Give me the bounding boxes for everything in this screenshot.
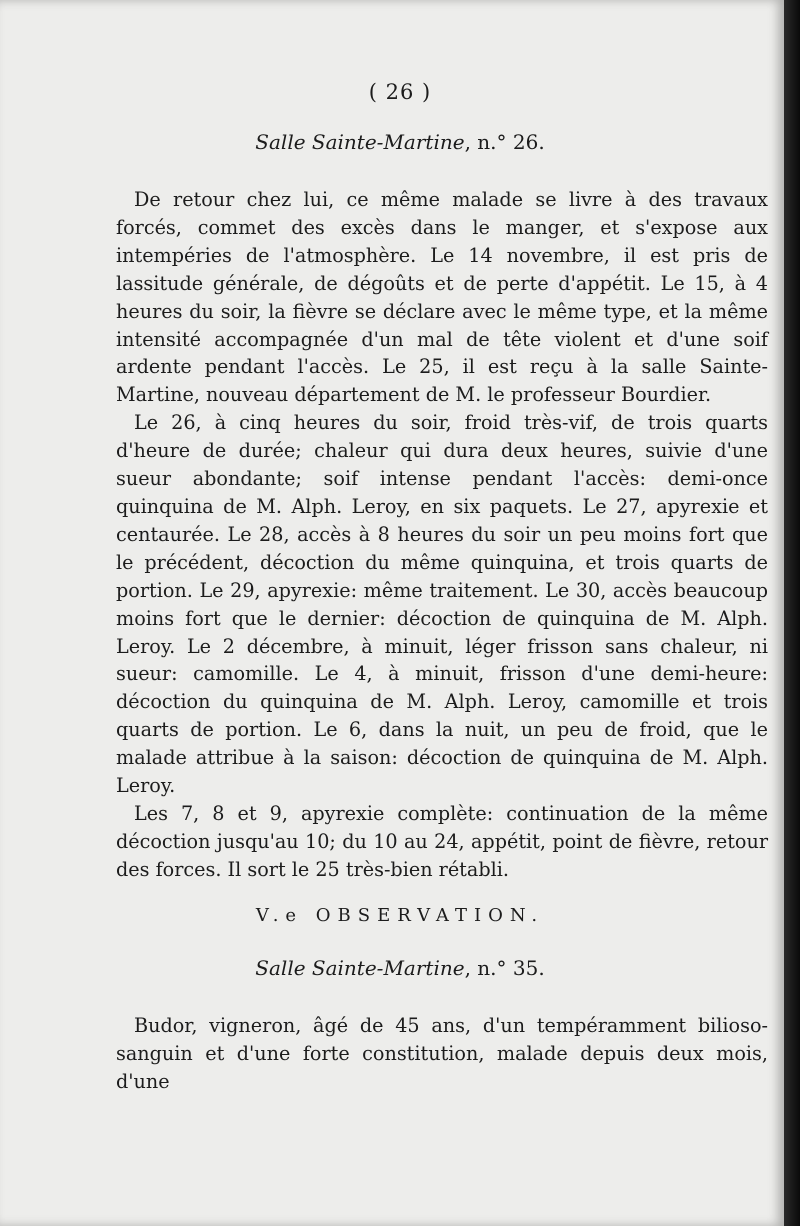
paragraph: Budor, vigneron, âgé de 45 ans, d'un tempéramment bilioso-sanguin et d'une forte constitution, malade depuis deux mois, d'une: [116, 1014, 768, 1093]
paragraph: Le 26, à cinq heures du soir, froid très-vif, de trois quarts d'heure de durée; chaleur qui dura deux heures, suivie d'une sueur abondante; soif intense pendant l'accès: demi-once quinquina de M. Alph. Leroy, en six paquets. Le 27, apyrexie et centaurée. Le 28, accès à 8 heures du soir un peu moins fort que le précédent, décoction du même quinquina, et trois quarts de portion. Le 29, apyrexie: même traitement. Le 30, accès beaucoup moins fort que le dernier: décoction de quinquina de M. Alph. Leroy. Le 2 décembre, à minuit, léger frisson sans chaleur, ni sueur: camomille. Le 4, à minuit, frisson d'une demi-heure: décoction du quinquina de M. Alph. Leroy, camomille et trois quarts de portion. Le 6, dans la nuit, un peu de froid, que le malade attribue à la saison: décoction de quinquina de M. Alph. Leroy.: [116, 411, 768, 798]
body-text-2: [116, 1012, 768, 1096]
section-title: [0, 130, 800, 154]
section-title-name: Salle Sainte-Martine: [255, 130, 465, 154]
body-text: [116, 186, 768, 884]
observation-heading: V.e OBSERVATION.: [255, 905, 545, 926]
paragraph: De retour chez lui, ce même malade se livre à des travaux forcés, commet des excès dans le manger, et s'expose aux intempéries de l'atmosphère. Le 14 novembre, il est pris de lassitude générale, de dégoûts et de perte d'appétit. Le 15, à 4 heures du soir, la fièvre se déclare avec le même type, et la même intensité accompagnée d'un mal de tête violent et d'une soif ardente pendant l'accès. Le 25, il est reçu à la salle Sainte-Martine, nouveau département de M. le professeur Bourdier.: [116, 188, 768, 407]
page-number: ( 26 ): [368, 80, 432, 104]
section-title-2: [0, 956, 800, 980]
section-title-2-name: Salle Sainte-Martine: [255, 956, 465, 980]
paragraph: Les 7, 8 et 9, apyrexie complète: continuation de la même décoction jusqu'au 10; du 10 au 24, appétit, point de fièvre, retour des forces. Il sort le 25 très-bien rétabli.: [116, 801, 768, 881]
page-edge-shadow: [784, 0, 800, 1226]
section-title-number: , n.° 26.: [464, 130, 545, 154]
section-title-2-number: , n.° 35.: [464, 956, 545, 980]
